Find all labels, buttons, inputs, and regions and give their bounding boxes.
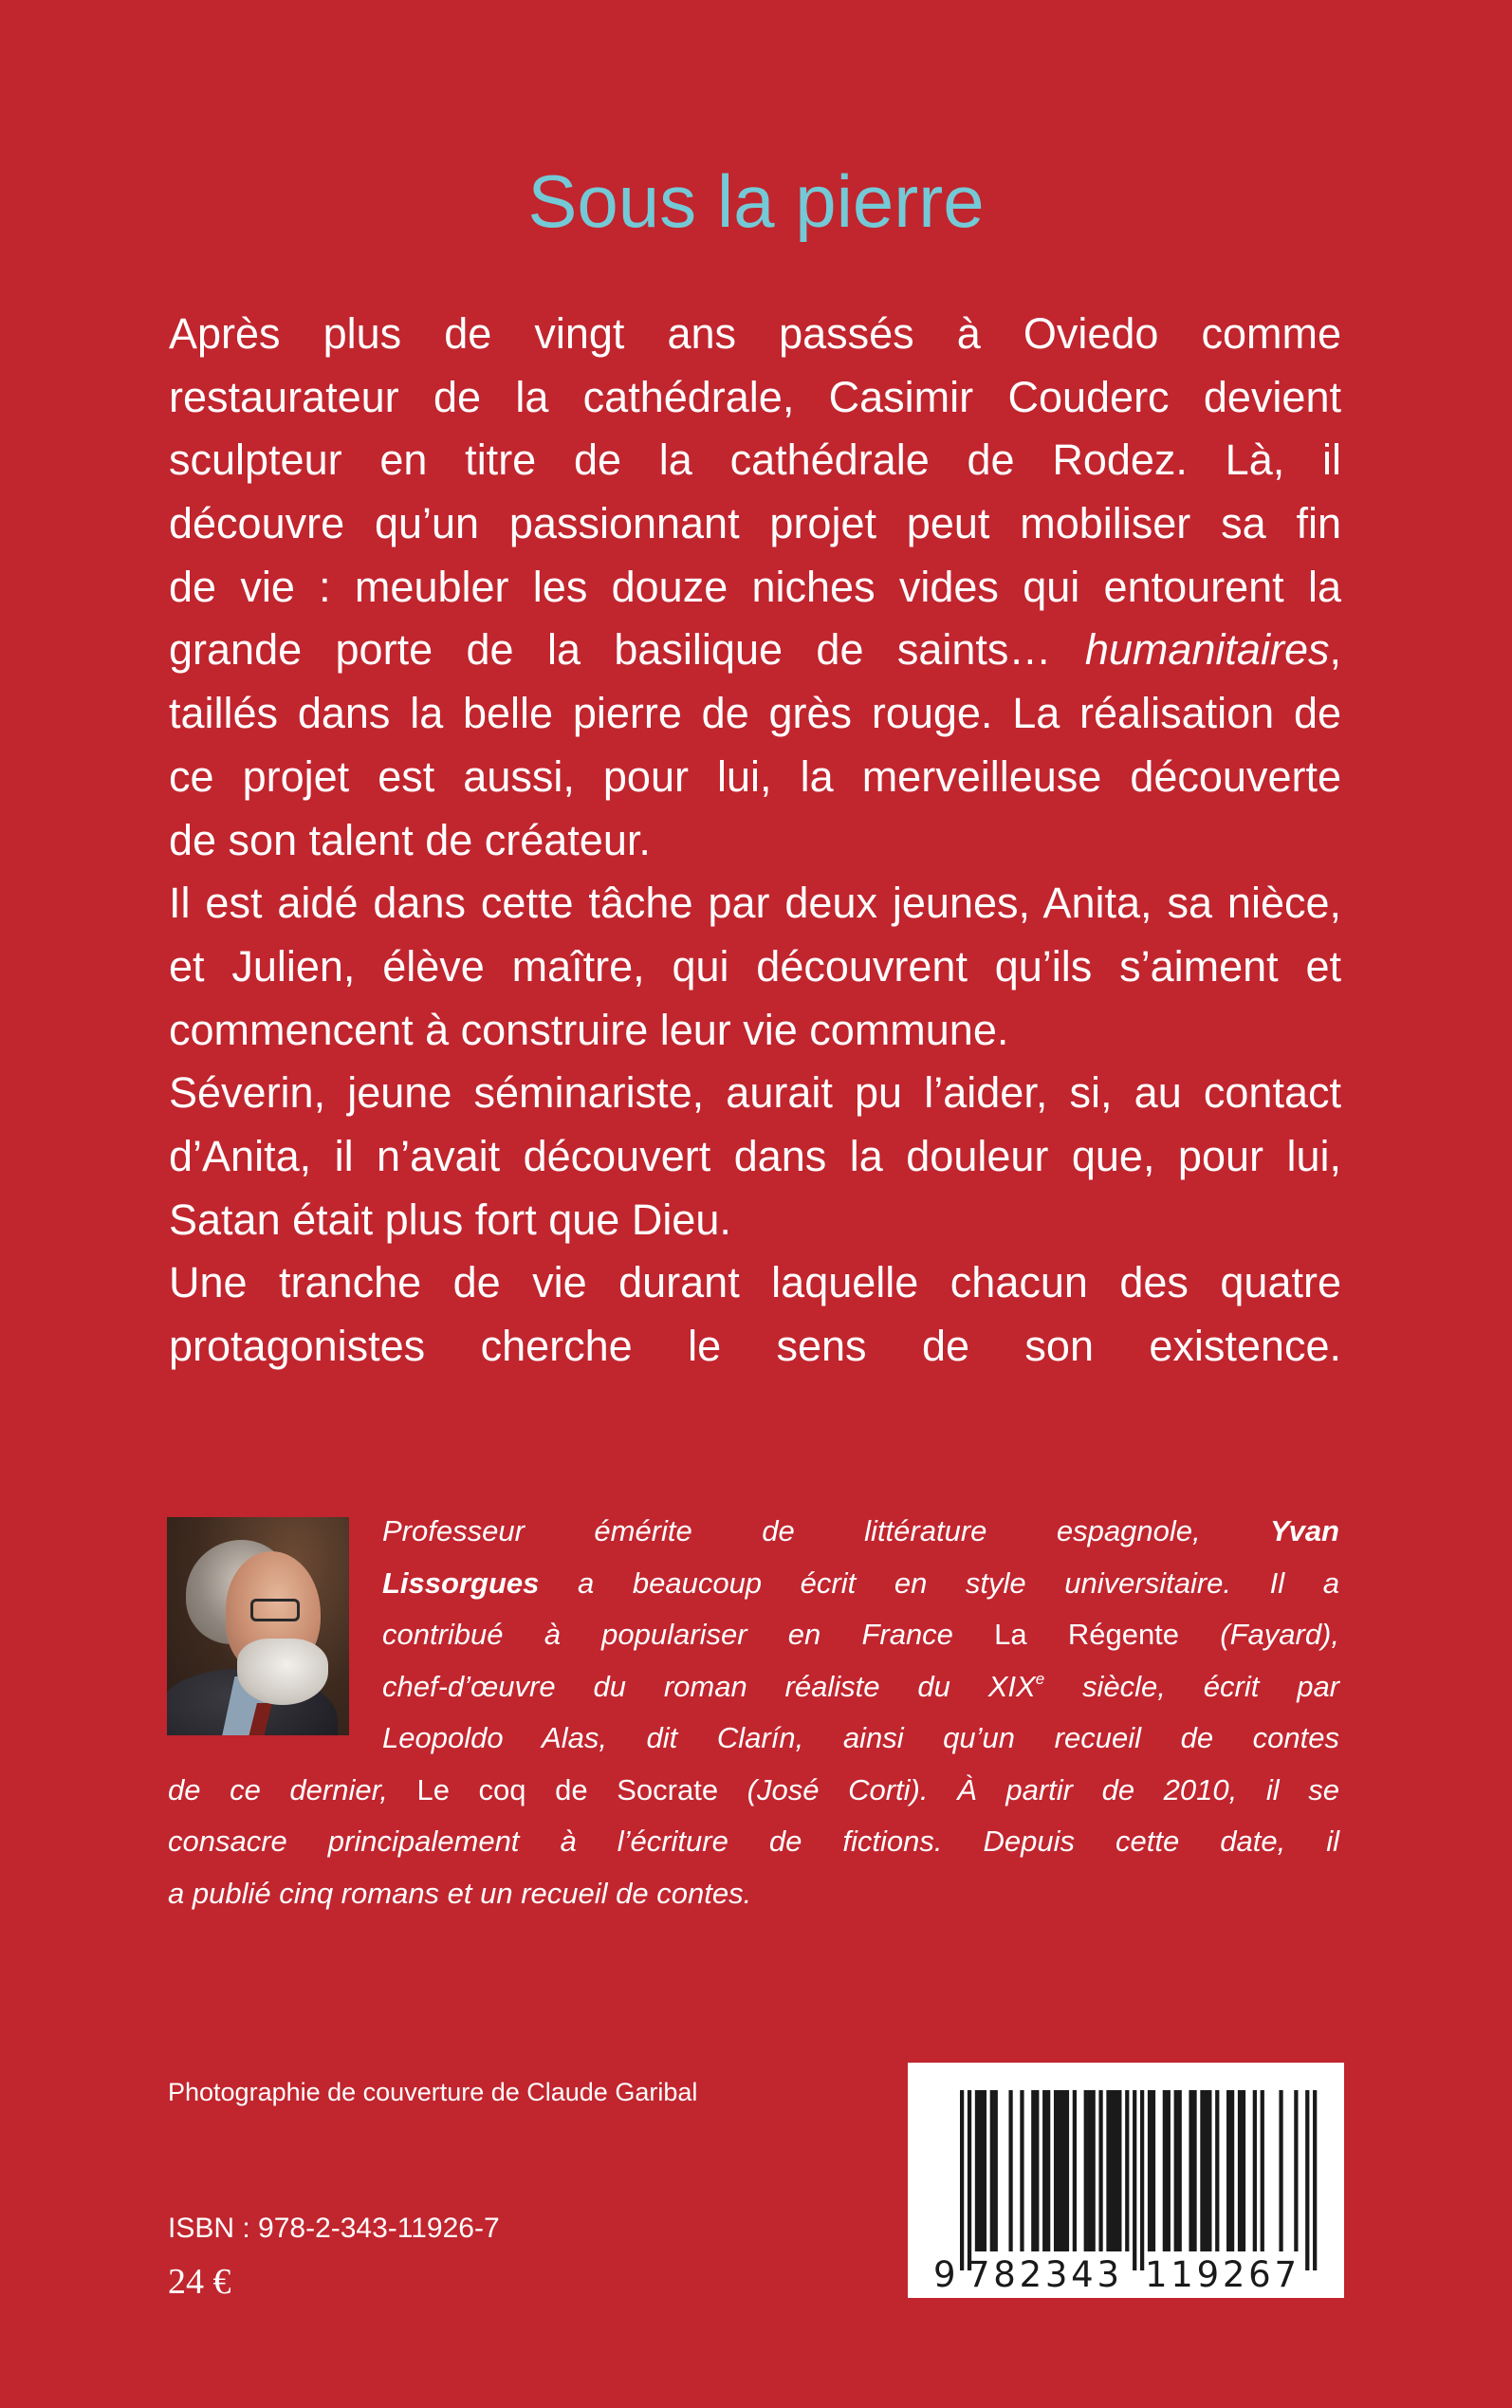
text-run: Yvan (1270, 1514, 1339, 1547)
text-run: a beaucoup écrit en style universitaire. Il a (539, 1565, 1339, 1600)
text-run: humanitaires (1084, 625, 1330, 675)
isbn: ISBN : 978-2-343-11926-7 (168, 2213, 500, 2244)
summary-line (169, 619, 1341, 682)
text-run: Séverin, jeune séminariste, aurait pu l’aider, si, au contact (169, 1068, 1341, 1118)
barcode-bar (983, 2090, 986, 2251)
text-run: chef-d’œuvre du roman réaliste du XIX (382, 1669, 1036, 1703)
text-run: et Julien, élève maître, qui découvrent qu’ils s’aiment et (169, 941, 1341, 991)
barcode-right-digits: 119267 (1145, 2254, 1297, 2295)
summary-line (169, 935, 1341, 999)
text-run: d’Anita, il n’avait découvert dans la douleur que, pour lui, (169, 1131, 1341, 1180)
bio-line (382, 1713, 1339, 1765)
summary-line (169, 999, 1341, 1063)
barcode-bar (1125, 2090, 1129, 2251)
book-title: Sous la pierre (527, 159, 985, 243)
barcode-bar (1133, 2090, 1136, 2270)
barcode-bar (1178, 2090, 1182, 2251)
text-run: de son talent de créateur. (169, 815, 651, 864)
barcode-bar (1279, 2090, 1282, 2251)
text-run: restaurateur de la cathédrale, Casimir Couderc devient (169, 372, 1341, 421)
text-run: ce projet est aussi, pour lui, la merveilleuse découverte (169, 751, 1341, 801)
barcode-bar (1253, 2090, 1257, 2251)
price: 24 € (168, 2262, 231, 2302)
barcode-bar (1106, 2090, 1110, 2251)
barcode-bar (1208, 2090, 1211, 2251)
barcode-bar (1230, 2090, 1234, 2251)
text-run: a publié cinq romans et un recueil de contes. (168, 1876, 752, 1910)
barcode-bar (1065, 2090, 1069, 2251)
summary-line (169, 1125, 1341, 1189)
barcode-bar (1238, 2090, 1242, 2251)
text-run: protagonistes cherche le sens de son existence. (169, 1322, 1341, 1370)
text-run: Lissorgues (382, 1565, 540, 1600)
text-run: contribué à populariser en France (382, 1618, 995, 1651)
text-run: Une tranche de vie durant laquelle chacun des quatre (169, 1258, 1341, 1307)
barcode-first-digit: 9 (933, 2254, 956, 2295)
barcode-bar (1140, 2090, 1144, 2270)
text-run: de vie : meubler les douze niches vides qui entourent la (169, 562, 1341, 611)
barcode-bar (1200, 2090, 1204, 2251)
bio-line (168, 1868, 1339, 1920)
summary-line (169, 1315, 1341, 1379)
barcode-digits (933, 2254, 1297, 2295)
summary-line (169, 366, 1341, 430)
back-cover-summary (169, 303, 1341, 1379)
barcode-bar (975, 2090, 979, 2251)
text-run: sculpteur en titre de la cathédrale de Rodez. Là, il (169, 435, 1341, 485)
barcode-bar (1313, 2090, 1317, 2270)
text-run: e (1035, 1669, 1045, 1688)
barcode-bar (1058, 2090, 1061, 2251)
author-bio (168, 1506, 1340, 1919)
barcode-bar (1061, 2090, 1065, 2251)
author-photo (167, 1517, 349, 1735)
barcode-bar (1117, 2090, 1121, 2251)
isbn-barcode (908, 2063, 1344, 2298)
text-run: Professeur émérite de littérature espagnole, (382, 1514, 1271, 1547)
text-run: Le coq de Socrate (416, 1772, 719, 1806)
barcode-bar (1174, 2090, 1178, 2251)
text-run: Leopoldo Alas, dit Clarín, ainsi qu’un recueil de contes (382, 1721, 1339, 1754)
barcode-bar (1148, 2090, 1152, 2251)
photo-beard (237, 1639, 328, 1705)
summary-line (169, 1189, 1341, 1252)
text-run: La Régente (994, 1618, 1180, 1651)
photo-glasses (250, 1599, 300, 1621)
barcode-bar (1189, 2090, 1192, 2251)
barcode-bar (1020, 2090, 1023, 2251)
barcode-bar (1035, 2090, 1039, 2251)
barcode-bar (1046, 2090, 1050, 2251)
bio-line (382, 1661, 1339, 1713)
barcode-bar (1042, 2090, 1046, 2251)
barcode-bar (1073, 2090, 1077, 2251)
text-run: Il est aidé dans cette tâche par deux jeunes, Anita, sa nièce, (169, 879, 1341, 928)
summary-line (169, 1251, 1341, 1315)
summary-line (169, 303, 1341, 366)
barcode-bar (1110, 2090, 1114, 2251)
text-run: taillés dans la belle pierre de grès rouge. La réalisation de (169, 689, 1341, 738)
barcode-bar (1215, 2090, 1219, 2251)
text-run: siècle, écrit par (1044, 1669, 1340, 1703)
summary-line (169, 682, 1341, 746)
summary-line (169, 492, 1341, 556)
summary-line (169, 1062, 1341, 1125)
barcode-bar (1261, 2090, 1264, 2251)
summary-line (169, 746, 1341, 809)
summary-line (169, 872, 1341, 935)
bio-line (382, 1609, 1339, 1661)
text-run: , (1329, 625, 1341, 675)
barcode-bar (1031, 2090, 1035, 2251)
text-run: découvre qu’un passionnant projet peut mobiliser sa fin (169, 499, 1341, 548)
text-run: commencent à construire leur vie commune. (169, 1005, 1009, 1054)
text-run: Après plus de vingt ans passés à Oviedo comme (169, 309, 1341, 358)
barcode-bar (990, 2090, 994, 2251)
text-run: (José Corti). À partir de 2010, il se (718, 1772, 1339, 1806)
barcode-bar (1192, 2090, 1196, 2251)
photo-credit: Photographie de couverture de Claude Garibal (168, 2078, 698, 2106)
barcode-bar (1088, 2090, 1092, 2251)
barcode-bar (1084, 2090, 1088, 2251)
bio-line (168, 1765, 1339, 1817)
barcode-bar (1163, 2090, 1167, 2251)
barcode-bar (968, 2090, 971, 2270)
text-run: (Fayard), (1179, 1618, 1339, 1651)
summary-line (169, 556, 1341, 620)
bio-line (168, 1816, 1339, 1868)
summary-line (169, 429, 1341, 492)
barcode-bar (1098, 2090, 1102, 2251)
barcode-bar (1167, 2090, 1171, 2251)
barcode-bar (1204, 2090, 1208, 2251)
barcode-bar (1226, 2090, 1230, 2251)
barcode-bar (1054, 2090, 1058, 2251)
summary-line (169, 809, 1341, 873)
barcode-bar (994, 2090, 998, 2251)
barcode-bar (1092, 2090, 1096, 2251)
barcode-bar (1152, 2090, 1155, 2251)
barcode-bar (960, 2090, 964, 2270)
barcode-bar (1242, 2090, 1245, 2251)
barcode-icon (908, 2063, 1344, 2298)
barcode-left-digits: 782343 (968, 2254, 1119, 2295)
barcode-bar (979, 2090, 983, 2251)
barcode-bar (1294, 2090, 1298, 2251)
barcode-bar (1114, 2090, 1117, 2251)
text-run: grande porte de la basilique de saints… (169, 625, 1085, 675)
bio-line (382, 1558, 1339, 1610)
text-run: de ce dernier, (168, 1772, 417, 1806)
barcode-bar (1008, 2090, 1012, 2251)
barcode-bar (1305, 2090, 1309, 2270)
bio-line (382, 1506, 1339, 1558)
text-run: consacre principalement à l’écriture de fictions. Depuis cette date, il (168, 1825, 1339, 1858)
text-run: Satan était plus fort que Dieu. (169, 1195, 731, 1244)
